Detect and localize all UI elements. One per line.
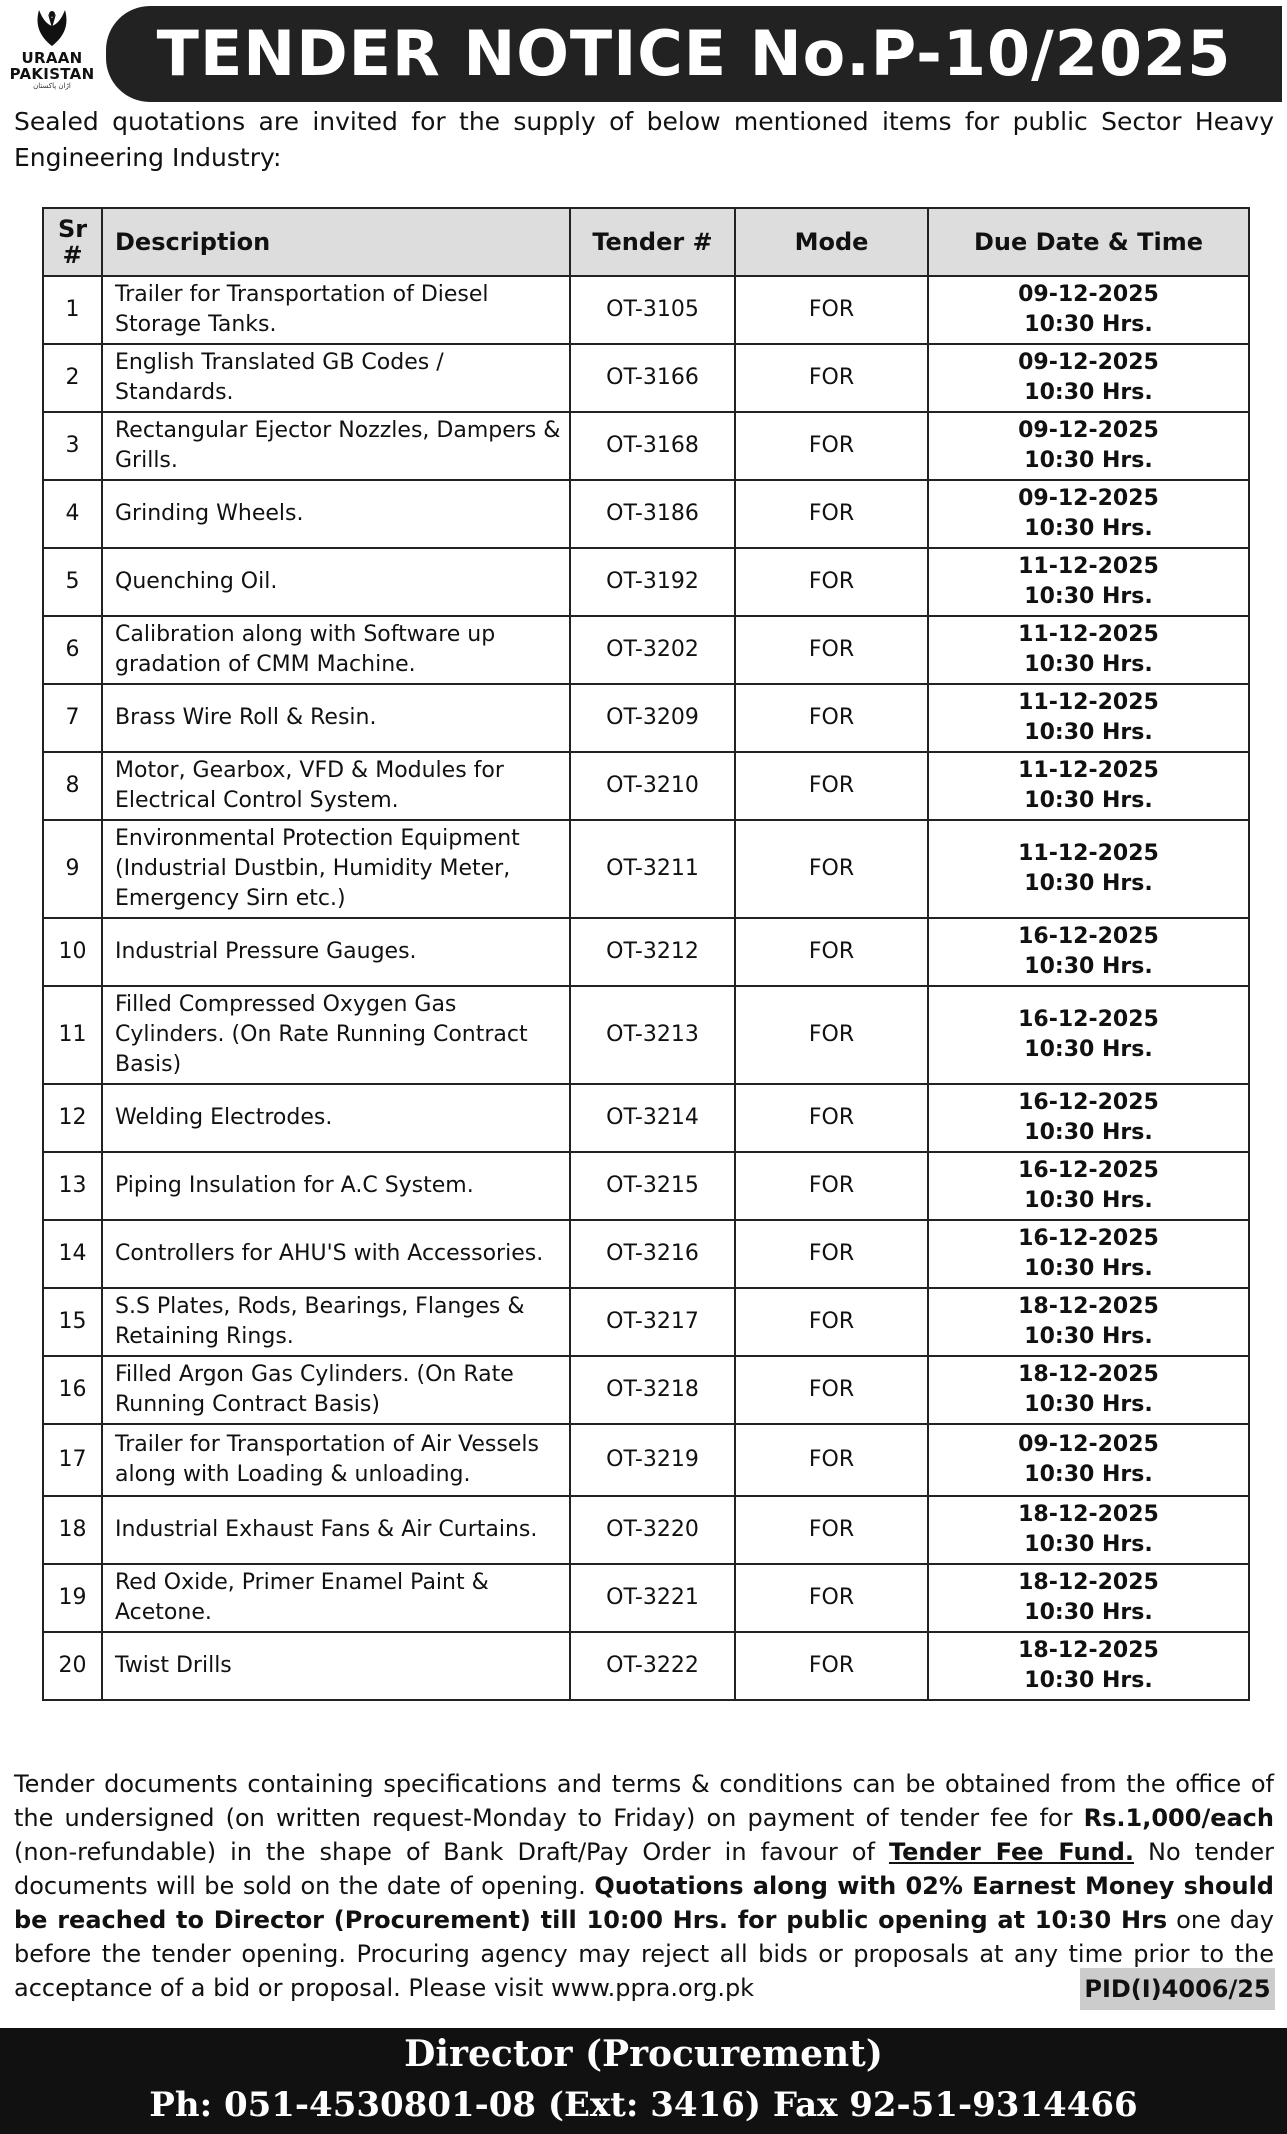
due-date-cell (928, 1356, 1249, 1424)
tender-number-cell: OT-3186 (570, 480, 735, 548)
due-time: 10:30 Hrs. (1024, 720, 1153, 745)
due-time: 10:30 Hrs. (1024, 1392, 1153, 1417)
table-header-row (43, 208, 1249, 276)
due-date: 16-12-2025 (1018, 1007, 1159, 1032)
description-cell: Calibration along with Software up gradation of CMM Machine. (102, 616, 570, 684)
mode-cell: FOR (735, 1084, 928, 1152)
table-row (43, 1356, 1249, 1424)
mode-cell: FOR (735, 1152, 928, 1220)
due-time: 10:30 Hrs. (1024, 954, 1153, 979)
table-row (43, 412, 1249, 480)
tender-number-cell: OT-3209 (570, 684, 735, 752)
due-date: 18-12-2025 (1018, 1362, 1159, 1387)
due-time: 10:30 Hrs. (1024, 584, 1153, 609)
due-time: 10:30 Hrs. (1024, 1037, 1153, 1062)
table-row (43, 1496, 1249, 1564)
header-tender: Tender # (570, 208, 735, 276)
description-cell: Motor, Gearbox, VFD & Modules for Electrical Control System. (102, 752, 570, 820)
due-date-cell (928, 1496, 1249, 1564)
tender-number-cell: OT-3214 (570, 1084, 735, 1152)
due-time: 10:30 Hrs. (1024, 1462, 1153, 1487)
description-cell: Trailer for Transportation of Air Vessels along with Loading & unloading. (102, 1424, 570, 1496)
mode-cell: FOR (735, 412, 928, 480)
tender-number-cell: OT-3202 (570, 616, 735, 684)
due-date-cell (928, 344, 1249, 412)
table-row (43, 1288, 1249, 1356)
due-date-cell (928, 1632, 1249, 1700)
due-date-cell (928, 820, 1249, 918)
sr-cell: 16 (43, 1356, 102, 1424)
due-date-cell (928, 1084, 1249, 1152)
due-time: 10:30 Hrs. (1024, 1188, 1153, 1213)
table-row (43, 1564, 1249, 1632)
due-date: 09-12-2025 (1018, 1432, 1159, 1457)
sr-cell: 17 (43, 1424, 102, 1496)
mode-cell: FOR (735, 986, 928, 1084)
header-due: Due Date & Time (928, 208, 1249, 276)
sr-cell: 7 (43, 684, 102, 752)
due-time: 10:30 Hrs. (1024, 516, 1153, 541)
description-cell: S.S Plates, Rods, Bearings, Flanges & Retaining Rings. (102, 1288, 570, 1356)
due-date: 09-12-2025 (1018, 282, 1159, 307)
table-row (43, 344, 1249, 412)
due-time: 10:30 Hrs. (1024, 1324, 1153, 1349)
footer-text-3: No tender documents will be sold on the date of opening. (14, 1838, 1274, 1900)
tender-number-cell: OT-3217 (570, 1288, 735, 1356)
due-date: 16-12-2025 (1018, 924, 1159, 949)
table-row (43, 1152, 1249, 1220)
tender-number-cell: OT-3168 (570, 412, 735, 480)
due-date-cell (928, 1220, 1249, 1288)
header (0, 0, 1287, 108)
tender-number-cell: OT-3212 (570, 918, 735, 986)
tender-fee: Rs.1,000/each (1083, 1804, 1274, 1832)
due-date-cell (928, 684, 1249, 752)
description-cell: Trailer for Transportation of Diesel Storage Tanks. (102, 276, 570, 344)
description-cell: Grinding Wheels. (102, 480, 570, 548)
table-row (43, 918, 1249, 986)
due-date-cell (928, 616, 1249, 684)
table-row (43, 480, 1249, 548)
intro-paragraph: Sealed quotations are invited for the supply of below mentioned items for public Sector Heavy Engineering Industry: (14, 107, 1274, 172)
logo-line-2: PAKISTAN (9, 65, 95, 83)
mode-cell: FOR (735, 616, 928, 684)
tender-number-cell: OT-3222 (570, 1632, 735, 1700)
mode-cell: FOR (735, 480, 928, 548)
due-time: 10:30 Hrs. (1024, 871, 1153, 896)
tender-number-cell: OT-3216 (570, 1220, 735, 1288)
footer-bold-instructions: Quotations along with 02% Earnest Money should be reached to Director (Procurement) till 10:00 Hrs. for public opening at 10:30 Hrs (14, 1872, 1274, 1934)
header-sr: Sr # (43, 208, 102, 276)
mode-cell: FOR (735, 1564, 928, 1632)
description-cell: Piping Insulation for A.C System. (102, 1152, 570, 1220)
mode-cell: FOR (735, 1496, 928, 1564)
description-cell: English Translated GB Codes / Standards. (102, 344, 570, 412)
footer-text-1: Tender documents containing specifications and terms & conditions can be obtained from the office of the undersigned (on written request-Monday to Friday) on payment of tender fee for (14, 1770, 1274, 1832)
tender-number-cell: OT-3105 (570, 276, 735, 344)
due-date: 11-12-2025 (1018, 622, 1159, 647)
mode-cell: FOR (735, 1424, 928, 1496)
uraan-pakistan-logo (8, 6, 96, 100)
sr-cell: 14 (43, 1220, 102, 1288)
mode-cell: FOR (735, 918, 928, 986)
due-time: 10:30 Hrs. (1024, 1256, 1153, 1281)
sr-cell: 15 (43, 1288, 102, 1356)
sr-cell: 20 (43, 1632, 102, 1700)
sr-cell: 5 (43, 548, 102, 616)
table-row (43, 820, 1249, 918)
table-row (43, 1220, 1249, 1288)
mode-cell: FOR (735, 684, 928, 752)
mode-cell: FOR (735, 1632, 928, 1700)
sr-cell: 13 (43, 1152, 102, 1220)
due-date: 16-12-2025 (1018, 1226, 1159, 1251)
due-date: 18-12-2025 (1018, 1638, 1159, 1663)
due-date: 18-12-2025 (1018, 1502, 1159, 1527)
description-cell: Rectangular Ejector Nozzles, Dampers & Grills. (102, 412, 570, 480)
sr-cell: 3 (43, 412, 102, 480)
table-row (43, 684, 1249, 752)
tender-number-cell: OT-3221 (570, 1564, 735, 1632)
description-cell: Filled Argon Gas Cylinders. (On Rate Running Contract Basis) (102, 1356, 570, 1424)
due-time: 10:30 Hrs. (1024, 652, 1153, 677)
sr-cell: 2 (43, 344, 102, 412)
sr-cell: 12 (43, 1084, 102, 1152)
due-date: 09-12-2025 (1018, 418, 1159, 443)
mode-cell: FOR (735, 1288, 928, 1356)
mode-cell: FOR (735, 752, 928, 820)
due-date-cell (928, 1152, 1249, 1220)
pid-badge: PID(I)4006/25 (1080, 1968, 1275, 2010)
description-cell: Brass Wire Roll & Resin. (102, 684, 570, 752)
due-date-cell (928, 412, 1249, 480)
description-cell: Controllers for AHU'S with Accessories. (102, 1220, 570, 1288)
header-description: Description (102, 208, 570, 276)
tender-number-cell: OT-3211 (570, 820, 735, 918)
tender-number-cell: OT-3219 (570, 1424, 735, 1496)
mode-cell: FOR (735, 548, 928, 616)
tender-number-cell: OT-3210 (570, 752, 735, 820)
due-date-cell (928, 1288, 1249, 1356)
due-date-cell (928, 480, 1249, 548)
mode-cell: FOR (735, 1356, 928, 1424)
due-time: 10:30 Hrs. (1024, 448, 1153, 473)
due-time: 10:30 Hrs. (1024, 1600, 1153, 1625)
table-row (43, 986, 1249, 1084)
table-row (43, 616, 1249, 684)
due-date-cell (928, 548, 1249, 616)
table-row (43, 548, 1249, 616)
tender-number-cell: OT-3215 (570, 1152, 735, 1220)
mode-cell: FOR (735, 1220, 928, 1288)
description-cell: Welding Electrodes. (102, 1084, 570, 1152)
description-cell: Twist Drills (102, 1632, 570, 1700)
due-date: 11-12-2025 (1018, 690, 1159, 715)
sr-cell: 11 (43, 986, 102, 1084)
tender-fee-fund: Tender Fee Fund. (888, 1838, 1134, 1866)
due-date: 18-12-2025 (1018, 1294, 1159, 1319)
description-cell: Quenching Oil. (102, 548, 570, 616)
due-date: 09-12-2025 (1018, 350, 1159, 375)
description-cell: Industrial Pressure Gauges. (102, 918, 570, 986)
footer-text-4: one day before the tender opening. Procuring agency may reject all bids or proposals at any time prior to the acceptance of a bid or proposal. Please visit www.ppra.org.pk (14, 1906, 1274, 2002)
tender-number-cell: OT-3192 (570, 548, 735, 616)
due-date: 16-12-2025 (1018, 1158, 1159, 1183)
mode-cell: FOR (735, 276, 928, 344)
contact-phone: Ph: 051-4530801-08 (Ext: 3416) Fax 92-51-9314466 (149, 2085, 1138, 2125)
header-mode: Mode (735, 208, 928, 276)
due-date: 11-12-2025 (1018, 554, 1159, 579)
sr-cell: 10 (43, 918, 102, 986)
mode-cell: FOR (735, 344, 928, 412)
footer-text-2: (non-refundable) in the shape of Bank Draft/Pay Order in favour of (14, 1838, 889, 1866)
page-title: TENDER NOTICE No.P-10/2025 (156, 17, 1232, 90)
title-banner (106, 6, 1282, 102)
table-body (43, 276, 1249, 1700)
due-date-cell (928, 918, 1249, 986)
table-row (43, 1424, 1249, 1496)
tender-number-cell: OT-3166 (570, 344, 735, 412)
table-row (43, 276, 1249, 344)
due-date-cell (928, 276, 1249, 344)
description-cell: Filled Compressed Oxygen Gas Cylinders. (On Rate Running Contract Basis) (102, 986, 570, 1084)
due-time: 10:30 Hrs. (1024, 1120, 1153, 1145)
sr-cell: 8 (43, 752, 102, 820)
due-date-cell (928, 1564, 1249, 1632)
table-row (43, 752, 1249, 820)
sr-cell: 1 (43, 276, 102, 344)
due-date-cell (928, 1424, 1249, 1496)
due-date-cell (928, 986, 1249, 1084)
logo-tagline: اڑان پاکستان (33, 82, 71, 90)
due-time: 10:30 Hrs. (1024, 1532, 1153, 1557)
director-title: Director (Procurement) (404, 2033, 883, 2075)
description-cell: Industrial Exhaust Fans & Air Curtains. (102, 1496, 570, 1564)
due-date-cell (928, 752, 1249, 820)
due-time: 10:30 Hrs. (1024, 380, 1153, 405)
sr-cell: 9 (43, 820, 102, 918)
tender-table (42, 207, 1250, 1701)
due-date: 11-12-2025 (1018, 841, 1159, 866)
due-date: 18-12-2025 (1018, 1570, 1159, 1595)
bird-emblem-icon (29, 6, 75, 50)
sr-cell: 4 (43, 480, 102, 548)
tender-number-cell: OT-3218 (570, 1356, 735, 1424)
description-cell: Red Oxide, Primer Enamel Paint & Acetone. (102, 1564, 570, 1632)
due-date: 16-12-2025 (1018, 1090, 1159, 1115)
mode-cell: FOR (735, 820, 928, 918)
tender-number-cell: OT-3220 (570, 1496, 735, 1564)
sr-cell: 19 (43, 1564, 102, 1632)
logo-line-1: URAAN (21, 49, 83, 67)
description-cell: Environmental Protection Equipment (Industrial Dustbin, Humidity Meter, Emergency Sirn etc.) (102, 820, 570, 918)
sr-cell: 18 (43, 1496, 102, 1564)
due-date: 11-12-2025 (1018, 758, 1159, 783)
tender-number-cell: OT-3213 (570, 986, 735, 1084)
table-row (43, 1084, 1249, 1152)
due-time: 10:30 Hrs. (1024, 312, 1153, 337)
due-time: 10:30 Hrs. (1024, 788, 1153, 813)
due-time: 10:30 Hrs. (1024, 1668, 1153, 1693)
table-row (43, 1632, 1249, 1700)
due-date: 09-12-2025 (1018, 486, 1159, 511)
sr-cell: 6 (43, 616, 102, 684)
